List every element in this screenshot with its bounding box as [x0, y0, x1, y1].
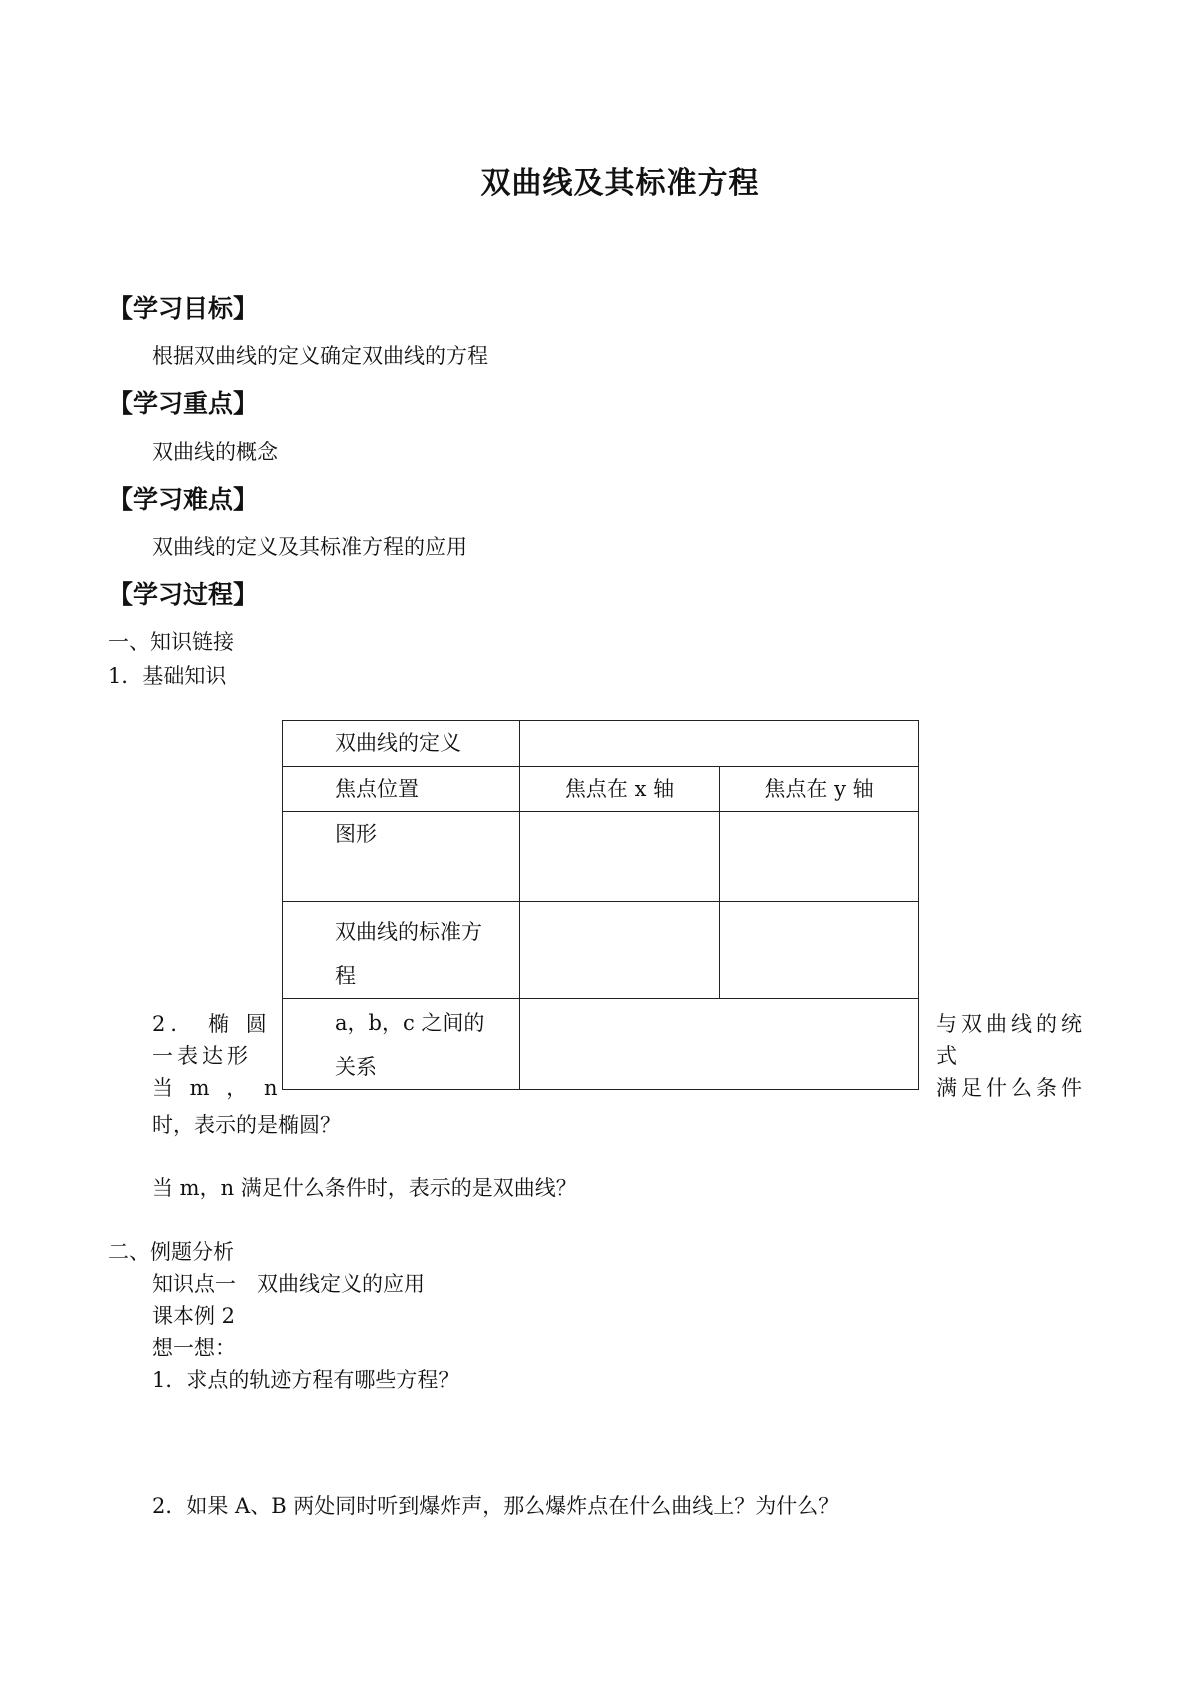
think-question-1: 1．求点的轨迹方程有哪些方程？ — [152, 1368, 460, 1392]
objective-text: 根据双曲线的定义确定双曲线的方程 — [152, 344, 488, 368]
table-cell-figure-y — [720, 812, 919, 902]
table-row — [283, 721, 919, 767]
table-cell-definition-value — [520, 721, 919, 767]
table-row — [283, 812, 919, 902]
table-cell-equation-label — [283, 902, 520, 999]
table-cell-relation-value — [520, 999, 919, 1090]
question2-right-fragment — [936, 1008, 1086, 1104]
question2-left-line3: 当 m ， n — [152, 1076, 283, 1100]
process-heading: 【学习过程】 — [108, 580, 259, 609]
question2-right-line3: 满足什么条件 — [936, 1076, 1086, 1100]
think-question-2: 2．如果 A、B 两处同时听到爆炸声，那么爆炸点在什么曲线上？为什么？ — [152, 1494, 840, 1518]
question2-right-line2: 式 — [936, 1044, 961, 1068]
textbook-example: 课本例 2 — [152, 1304, 236, 1328]
table-cell-figure-x — [520, 812, 720, 902]
question2-hyperbola: 当 m，n 满足什么条件时，表示的是双曲线？ — [152, 1176, 577, 1200]
difficulty-text: 双曲线的定义及其标准方程的应用 — [152, 535, 467, 559]
table-cell-definition-label: 双曲线的定义 — [283, 721, 520, 767]
question2-right-line1: 与双曲线的统 — [936, 1012, 1086, 1036]
equation-label-line1: 双曲线的标准方 — [335, 920, 482, 944]
table-header-focus-y: 焦点在 y 轴 — [720, 767, 919, 812]
think-prompt: 想一想： — [152, 1336, 236, 1360]
knowledge-point-1: 知识点一 双曲线定义的应用 — [152, 1272, 425, 1296]
part1-heading: 一、知识链接 — [108, 630, 234, 654]
question2-continuation: 时，表示的是椭圆？ — [152, 1113, 341, 1137]
table-row — [283, 902, 919, 999]
relation-label-line2: 关系 — [335, 1055, 377, 1079]
table-row — [283, 767, 919, 812]
table-cell-equation-y — [720, 902, 919, 999]
basic-knowledge-label: 1．基础知识 — [108, 664, 227, 688]
table-row — [283, 999, 919, 1090]
difficulty-heading: 【学习难点】 — [108, 485, 259, 514]
table-cell-focus-label: 焦点位置 — [283, 767, 520, 812]
table-header-focus-x: 焦点在 x 轴 — [520, 767, 720, 812]
equation-label-line2: 程 — [335, 964, 356, 988]
question2-left-line1: 2． 椭 圆 — [152, 1012, 272, 1036]
question2-left-fragment — [152, 1008, 282, 1104]
page-title: 双曲线及其标准方程 — [480, 166, 760, 201]
key-points-text: 双曲线的概念 — [152, 440, 278, 464]
question2-left-line2: 一表达形 — [152, 1044, 252, 1068]
table-cell-equation-x — [520, 902, 720, 999]
knowledge-table — [282, 720, 919, 1090]
relation-label-line1: a，b，c 之间的 — [335, 1011, 485, 1035]
key-points-heading: 【学习重点】 — [108, 389, 259, 418]
part2-heading: 二、例题分析 — [108, 1240, 234, 1264]
table-cell-relation-label — [283, 999, 520, 1090]
objective-heading: 【学习目标】 — [108, 294, 259, 323]
table-cell-figure-label: 图形 — [283, 812, 520, 902]
